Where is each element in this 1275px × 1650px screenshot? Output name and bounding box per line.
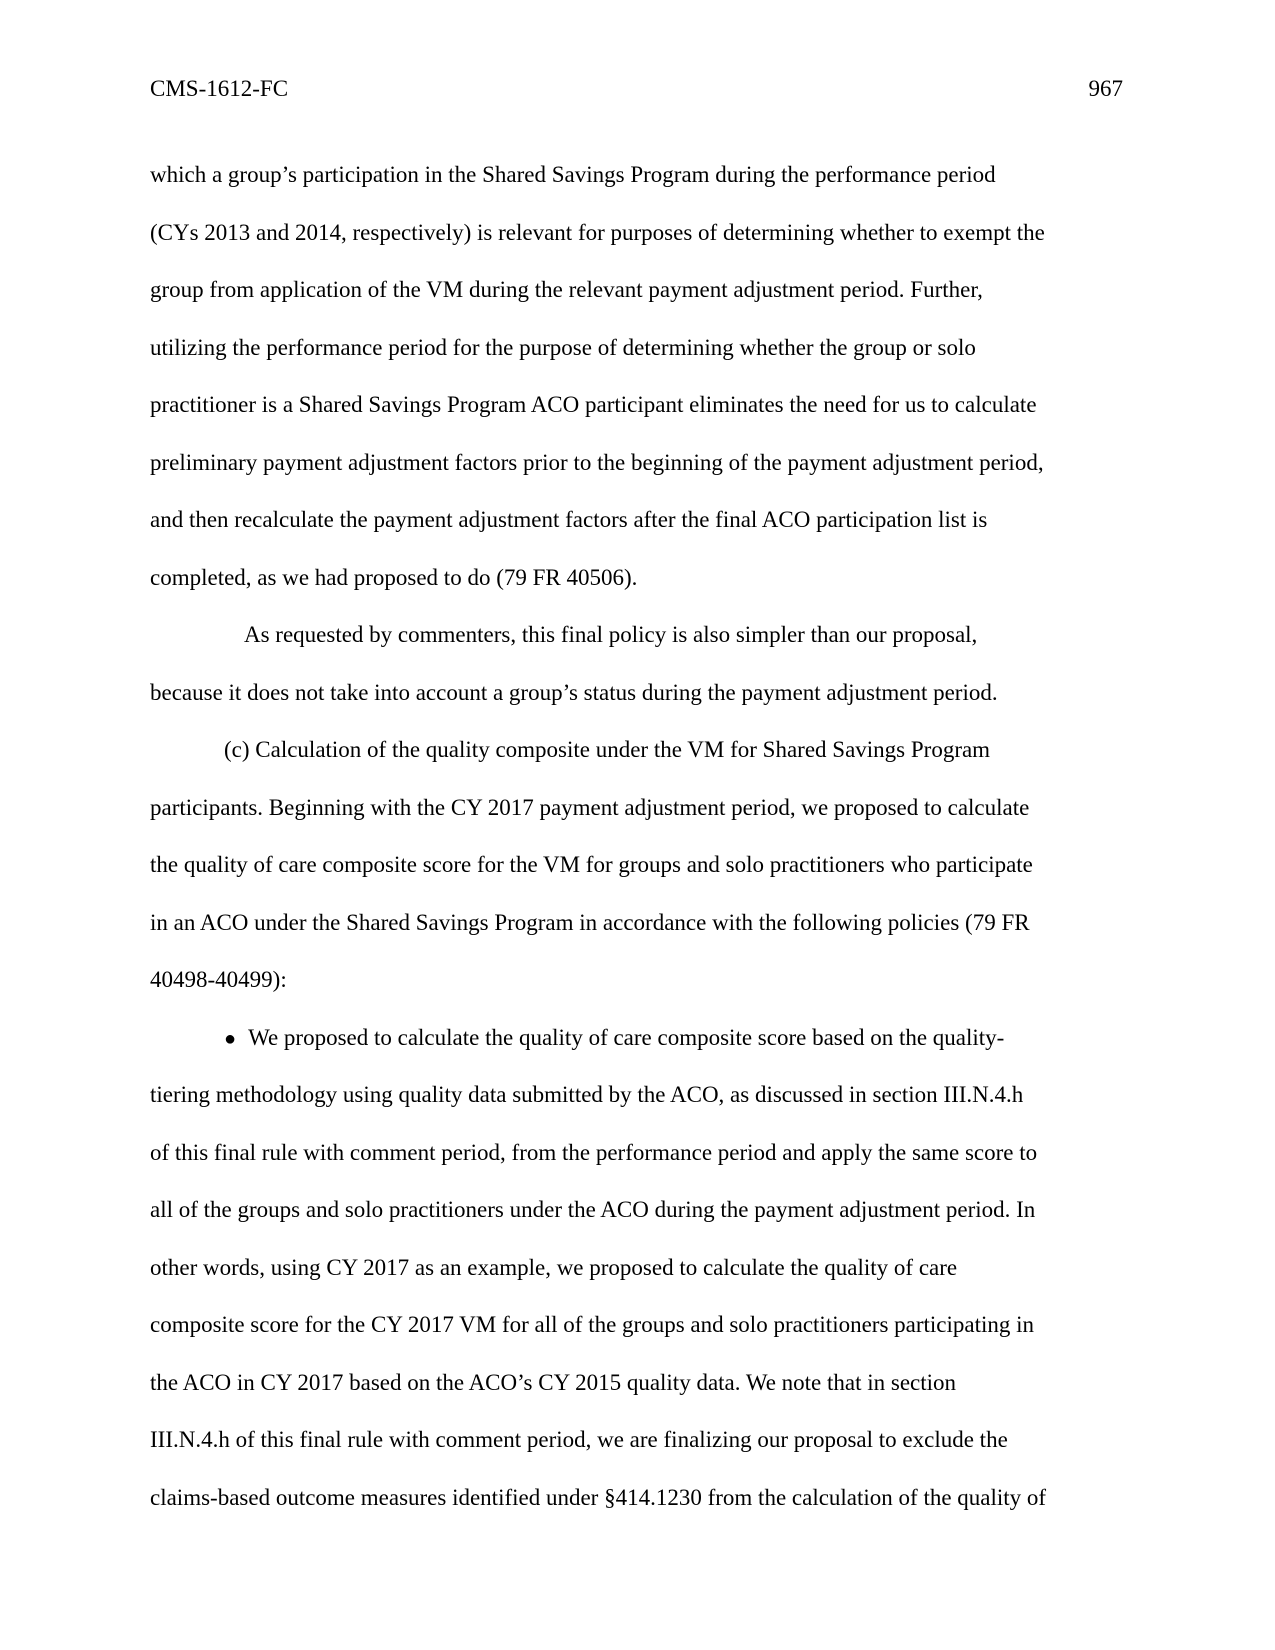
text-line: As requested by commenters, this final policy is also simpler than our proposal, (244, 622, 978, 647)
document-id-header: CMS-1612-FC (150, 76, 289, 101)
page-number: 967 (1088, 76, 1123, 101)
text-line: (CYs 2013 and 2014, respectively) is relevant for purposes of determining whether to exempt the (150, 219, 1045, 245)
paragraph-aco-participation (150, 146, 1140, 606)
text-line: because it does not take into account a group’s status during the payment adjustment period. (150, 679, 998, 705)
text-line: the quality of care composite score for the VM for groups and solo practitioners who participate (150, 852, 1033, 877)
text-line: completed, as we had proposed to do (79 FR 40506). (150, 564, 638, 590)
paragraph-quality-composite (150, 721, 1140, 1009)
text-line (150, 1009, 1140, 1067)
text-line: utilizing the performance period for the purpose of determining whether the group or solo (150, 334, 976, 360)
bullet-icon: ● (224, 1027, 237, 1050)
text-line: and then recalculate the payment adjustment factors after the final ACO participation list is (150, 507, 988, 532)
text-line: participants. Beginning with the CY 2017 payment adjustment period, we proposed to calculate (150, 794, 1030, 820)
text-line: other words, using CY 2017 as an example, we proposed to calculate the quality of care (150, 1254, 958, 1280)
text-line: composite score for the CY 2017 VM for all of the groups and solo practitioners participating in (150, 1312, 1035, 1337)
text-line: (c) Calculation of the quality composite under the VM for Shared Savings Program (224, 737, 991, 762)
text-line: which a group’s participation in the Shared Savings Program during the performance period (150, 162, 996, 187)
text-line: group from application of the VM during the relevant payment adjustment period. Further, (150, 277, 983, 302)
paragraph-simpler-policy (150, 606, 1140, 721)
text-line: all of the groups and solo practitioners under the ACO during the payment adjustment period. In (150, 1197, 1036, 1222)
text-line: practitioner is a Shared Savings Program ACO participant eliminates the need for us to calculate (150, 392, 1037, 417)
text-line: tiering methodology using quality data submitted by the ACO, as discussed in section III.N.4.h (150, 1082, 1024, 1107)
text-line: claims-based outcome measures identified under §414.1230 from the calculation of the quality of (150, 1484, 1047, 1510)
text-line: 40498-40499): (150, 967, 287, 992)
text-line: the ACO in CY 2017 based on the ACO’s CY 2015 quality data. We note that in section (150, 1369, 957, 1395)
text-line: of this final rule with comment period, from the performance period and apply the same score to (150, 1139, 1038, 1165)
bullet-text: We proposed to calculate the quality of care composite score based on the quality- (248, 1024, 1005, 1050)
text-line: III.N.4.h of this final rule with comment period, we are finalizing our proposal to exclude the (150, 1427, 1008, 1452)
text-line: in an ACO under the Shared Savings Program in accordance with the following policies (79 FR (150, 909, 1030, 935)
body-text (150, 146, 1140, 1526)
bullet-item (150, 1009, 1140, 1527)
text-line: preliminary payment adjustment factors prior to the beginning of the payment adjustment period, (150, 449, 1044, 475)
